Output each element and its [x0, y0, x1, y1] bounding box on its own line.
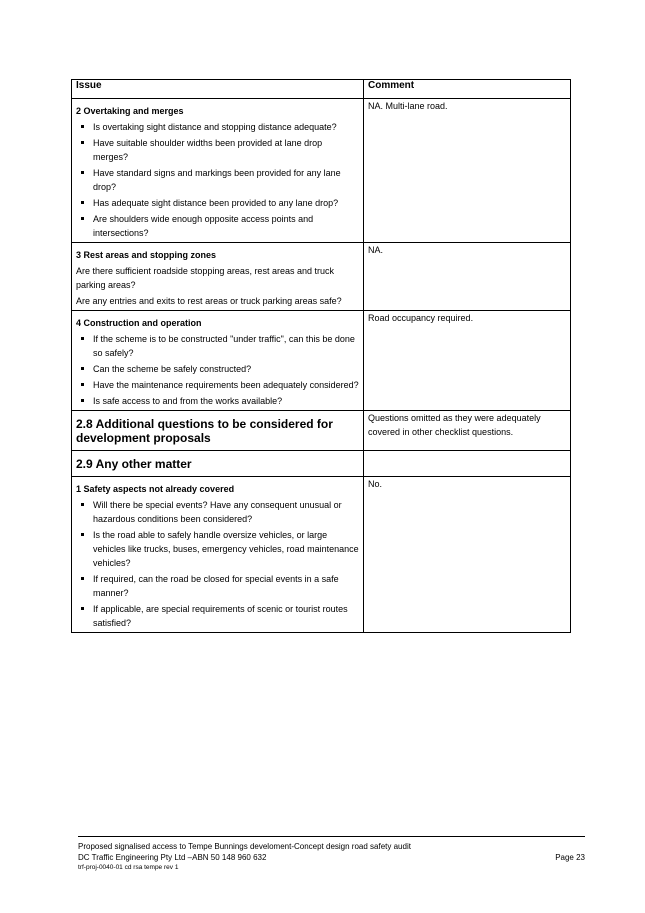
list-item — [76, 572, 359, 600]
list-item — [76, 120, 359, 134]
list-item — [76, 166, 359, 194]
issue-cell — [72, 411, 364, 451]
question-text: Are any entries and exits to rest areas or truck parking areas safe? — [76, 296, 342, 306]
bullet-icon — [81, 383, 84, 386]
footer-file-reference: trf-proj-0040-01 cd rsa tempe rev 1 — [78, 864, 179, 871]
list-item-text: If required, can the road be closed for special events in a safe manner? — [93, 574, 339, 598]
table-row — [72, 477, 571, 633]
issue-cell — [72, 99, 364, 243]
list-item-text: Has adequate sight distance been provided to any lane drop? — [93, 198, 339, 208]
comment-cell: Questions omitted as they were adequately covered in other checklist questions. — [364, 411, 571, 451]
list-item — [76, 528, 359, 570]
bullet-icon — [81, 141, 84, 144]
list-item-text: Can the scheme be safely constructed? — [93, 364, 252, 374]
issue-cell — [72, 311, 364, 411]
list-item — [76, 136, 359, 164]
list-item — [76, 332, 359, 360]
list-item-text: If applicable, are special requirements of scenic or tourist routes satisfied? — [93, 604, 348, 628]
section-title: 4 Construction and operation — [76, 318, 202, 328]
section-title: 3 Rest areas and stopping zones — [76, 250, 217, 260]
issue-cell — [72, 243, 364, 311]
list-item — [76, 394, 359, 408]
comment-column-header: Comment — [364, 80, 571, 99]
list-item-text: Is the road able to safely handle oversize vehicles, or large vehicles like trucks, buses, emergency vehicles, road maintenance vehicles? — [93, 530, 359, 568]
comment-cell: No. — [364, 477, 571, 633]
bullet-icon — [81, 337, 84, 340]
footer-company: DC Traffic Engineering Pty Ltd –ABN 50 148 960 632 — [78, 853, 267, 862]
section-title: 2 Overtaking and merges — [76, 106, 184, 116]
table-row — [72, 99, 571, 243]
bullet-icon — [81, 171, 84, 174]
comment-cell: Road occupancy required. — [364, 311, 571, 411]
list-item — [76, 212, 359, 240]
page-number: Page 23 — [555, 853, 585, 862]
bullet-icon — [81, 125, 84, 128]
list-item — [76, 602, 359, 630]
issue-cell — [72, 477, 364, 633]
bullet-icon — [81, 367, 84, 370]
list-item — [76, 378, 359, 392]
table-row — [72, 243, 571, 311]
table-row — [72, 411, 571, 451]
list-item — [76, 498, 359, 526]
list-item-text: Have standard signs and markings been provided for any lane drop? — [93, 168, 341, 192]
list-item-text: Are shoulders wide enough opposite access points and intersections? — [93, 214, 314, 238]
footer-document-title: Proposed signalised access to Tempe Bunnings develoment-Concept design road safety audit — [78, 842, 411, 851]
page-footer — [78, 836, 585, 873]
list-item-text: Have the maintenance requirements been adequately considered? — [93, 380, 359, 390]
question-text: Are there sufficient roadside stopping areas, rest areas and truck parking areas? — [76, 266, 334, 290]
table-row — [72, 311, 571, 411]
section-heading: 2.8 Additional questions to be considered for development proposals — [76, 417, 333, 445]
list-item — [76, 196, 359, 210]
comment-cell: NA. Multi-lane road. — [364, 99, 571, 243]
audit-checklist-table — [71, 79, 571, 633]
issue-cell — [72, 451, 364, 477]
bullet-icon — [81, 503, 84, 506]
bullet-icon — [81, 533, 84, 536]
section-title: 1 Safety aspects not already covered — [76, 484, 235, 494]
list-item — [76, 362, 359, 376]
issue-column-header: Issue — [72, 80, 364, 99]
bullet-icon — [81, 217, 84, 220]
table-header-row — [72, 80, 571, 99]
table-row — [72, 451, 571, 477]
bullet-icon — [81, 577, 84, 580]
list-item-text: Is safe access to and from the works available? — [93, 396, 283, 406]
list-item-text: Will there be special events? Have any consequent unusual or hazardous conditions been considered? — [93, 500, 342, 524]
bullet-list — [76, 120, 359, 240]
bullet-list — [76, 498, 359, 630]
list-item-text: Is overtaking sight distance and stopping distance adequate? — [93, 122, 337, 132]
bullet-icon — [81, 399, 84, 402]
comment-cell — [364, 451, 571, 477]
bullet-icon — [81, 201, 84, 204]
list-item-text: If the scheme is to be constructed "under traffic", can this be done so safely? — [93, 334, 355, 358]
section-heading: 2.9 Any other matter — [76, 457, 192, 471]
bullet-icon — [81, 607, 84, 610]
list-item-text: Have suitable shoulder widths been provided at lane drop merges? — [93, 138, 323, 162]
bullet-list — [76, 332, 359, 408]
comment-cell: NA. — [364, 243, 571, 311]
